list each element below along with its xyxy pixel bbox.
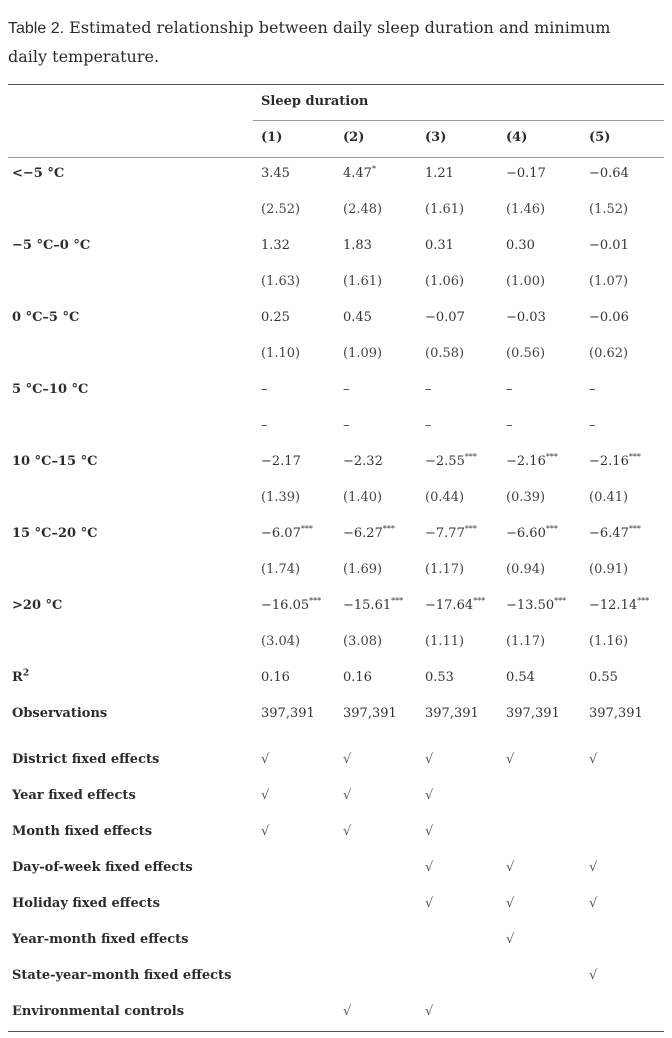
standard-error-cell: (1.74) — [261, 562, 301, 577]
check-mark-icon: √ — [589, 968, 598, 983]
coefficient-cell — [261, 525, 313, 543]
coefficient-cell — [506, 237, 535, 255]
statistic-label-text: R — [12, 670, 23, 685]
coefficient-cell — [506, 525, 558, 543]
coefficient-cell — [506, 165, 546, 183]
check-mark-icon: √ — [425, 824, 434, 839]
column-header: (1) — [261, 130, 283, 145]
standard-error-cell: (1.10) — [261, 346, 301, 361]
statistic-cell: 0.53 — [425, 670, 454, 685]
coefficient-value: −6.47 — [589, 526, 629, 541]
standard-error-cell: (1.61) — [425, 202, 465, 217]
standard-error-cell: (1.07) — [589, 274, 629, 289]
coefficient-value: −0.01 — [589, 238, 629, 253]
coefficient-value: – — [425, 382, 432, 397]
standard-error-cell: (0.44) — [425, 490, 465, 505]
column-header: (4) — [506, 130, 528, 145]
header-group-label: Sleep duration — [261, 94, 369, 109]
row-label-control: Environmental controls — [12, 1004, 185, 1019]
coefficient-cell — [343, 597, 403, 615]
coefficient-cell — [261, 597, 321, 615]
table-top-rule — [8, 84, 664, 85]
coefficient-value: −0.17 — [506, 166, 546, 181]
standard-error-cell: (1.16) — [589, 634, 629, 649]
check-mark-icon: √ — [261, 752, 270, 767]
check-mark-icon: √ — [261, 788, 270, 803]
coefficient-value: – — [343, 382, 350, 397]
statistic-cell: 0.16 — [261, 670, 290, 685]
significance-stars: *** — [464, 452, 477, 462]
coefficient-value: 1.83 — [343, 238, 372, 253]
column-header: (2) — [343, 130, 365, 145]
statistic-cell: 0.54 — [506, 670, 535, 685]
coefficient-value: −0.06 — [589, 310, 629, 325]
standard-error-cell: (0.39) — [506, 490, 546, 505]
statistic-cell: 397,391 — [589, 706, 643, 721]
row-label-control: Year-month fixed effects — [12, 932, 189, 947]
standard-error-cell: – — [261, 418, 268, 433]
table-label: Table 2. — [8, 20, 65, 37]
coefficient-cell — [425, 309, 465, 327]
coefficient-cell — [506, 597, 566, 615]
coefficient-value: −2.17 — [261, 454, 301, 469]
coefficient-value: −13.50 — [506, 598, 555, 613]
coefficient-value: −6.60 — [506, 526, 546, 541]
significance-stars: *** — [391, 596, 404, 606]
coefficient-value: −2.55 — [425, 454, 465, 469]
coefficient-cell — [343, 453, 383, 471]
coefficient-cell — [506, 309, 546, 327]
coefficient-cell — [343, 237, 372, 255]
row-label-temperature-bin: −5 °C–0 °C — [12, 238, 91, 253]
row-label-statistic — [12, 705, 107, 723]
column-header: (3) — [425, 130, 447, 145]
standard-error-cell: (1.46) — [506, 202, 546, 217]
coefficient-cell — [343, 165, 376, 183]
significance-stars: *** — [382, 524, 395, 534]
coefficient-value: −15.61 — [343, 598, 392, 613]
row-label-temperature-bin: <−5 °C — [12, 166, 65, 181]
column-header: (5) — [589, 130, 611, 145]
significance-stars: *** — [309, 596, 322, 606]
coefficient-cell — [589, 525, 641, 543]
coefficient-cell — [506, 381, 513, 399]
standard-error-cell: (2.52) — [261, 202, 301, 217]
coefficient-value: 1.21 — [425, 166, 454, 181]
check-mark-icon: √ — [589, 752, 598, 767]
check-mark-icon: √ — [506, 860, 515, 875]
coefficient-cell — [261, 165, 290, 183]
coefficient-cell — [589, 165, 629, 183]
row-label-control: District fixed effects — [12, 752, 160, 767]
significance-stars: *** — [464, 524, 477, 534]
check-mark-icon: √ — [425, 752, 434, 767]
table-caption — [8, 14, 628, 71]
coefficient-cell — [261, 453, 301, 471]
coefficient-value: −2.16 — [506, 454, 546, 469]
standard-error-cell: (3.08) — [343, 634, 383, 649]
coefficient-value: 4.47 — [343, 166, 372, 181]
standard-error-cell: (1.06) — [425, 274, 465, 289]
significance-stars: *** — [637, 596, 650, 606]
check-mark-icon: √ — [589, 860, 598, 875]
standard-error-cell: (1.40) — [343, 490, 383, 505]
coefficient-cell — [425, 597, 485, 615]
standard-error-cell: (0.41) — [589, 490, 629, 505]
check-mark-icon: √ — [343, 824, 352, 839]
significance-stars: *** — [545, 524, 558, 534]
coefficient-cell — [425, 165, 454, 183]
coefficient-cell — [425, 381, 432, 399]
coefficient-value: 1.32 — [261, 238, 290, 253]
check-mark-icon: √ — [506, 896, 515, 911]
standard-error-cell: (3.04) — [261, 634, 301, 649]
standard-error-cell: – — [343, 418, 350, 433]
standard-error-cell: (1.63) — [261, 274, 301, 289]
coefficient-value: −0.64 — [589, 166, 629, 181]
row-label-temperature-bin: 0 °C–5 °C — [12, 310, 80, 325]
statistic-cell: 397,391 — [343, 706, 397, 721]
row-label-control: Holiday fixed effects — [12, 896, 160, 911]
standard-error-cell: – — [506, 418, 513, 433]
row-label-control: Day-of-week fixed effects — [12, 860, 193, 875]
row-label-temperature-bin: 10 °C–15 °C — [12, 454, 98, 469]
coefficient-value: – — [506, 382, 513, 397]
coefficient-value: 0.25 — [261, 310, 290, 325]
check-mark-icon: √ — [343, 752, 352, 767]
coefficient-cell — [506, 453, 558, 471]
significance-stars: *** — [300, 524, 313, 534]
row-label-statistic — [12, 669, 29, 687]
row-label-control: Year fixed effects — [12, 788, 136, 803]
coefficient-cell — [261, 381, 268, 399]
standard-error-cell: (0.58) — [425, 346, 465, 361]
coefficient-value: −7.77 — [425, 526, 465, 541]
coefficient-value: −17.64 — [425, 598, 474, 613]
check-mark-icon: √ — [506, 932, 515, 947]
coefficient-value: −0.07 — [425, 310, 465, 325]
row-label-temperature-bin: 5 °C–10 °C — [12, 382, 89, 397]
coefficient-cell — [589, 597, 649, 615]
coefficient-cell — [343, 525, 395, 543]
coefficient-value: −16.05 — [261, 598, 310, 613]
table-title: Estimated relationship between daily sleep duration and minimum daily temperature. — [8, 18, 611, 66]
coefficient-cell — [425, 453, 477, 471]
standard-error-cell: (1.00) — [506, 274, 546, 289]
coefficient-cell — [589, 453, 641, 471]
significance-stars: *** — [554, 596, 567, 606]
table-bottom-rule — [8, 1031, 664, 1032]
coefficient-value: −2.32 — [343, 454, 383, 469]
coefficient-value: −6.27 — [343, 526, 383, 541]
check-mark-icon: √ — [425, 860, 434, 875]
statistic-cell: 397,391 — [261, 706, 315, 721]
row-label-control: State-year-month fixed effects — [12, 968, 232, 983]
standard-error-cell: (1.09) — [343, 346, 383, 361]
coefficient-value: – — [589, 382, 596, 397]
coefficient-cell — [261, 237, 290, 255]
check-mark-icon: √ — [261, 824, 270, 839]
coefficient-cell — [343, 309, 372, 327]
check-mark-icon: √ — [425, 788, 434, 803]
standard-error-cell: (2.48) — [343, 202, 383, 217]
standard-error-cell: (0.62) — [589, 346, 629, 361]
standard-error-cell: (1.61) — [343, 274, 383, 289]
significance-stars: *** — [473, 596, 486, 606]
standard-error-cell: (1.11) — [425, 634, 465, 649]
standard-error-cell: (0.94) — [506, 562, 546, 577]
standard-error-cell: – — [589, 418, 596, 433]
standard-error-cell: (0.91) — [589, 562, 629, 577]
coefficient-value: 3.45 — [261, 166, 290, 181]
standard-error-cell: (1.17) — [506, 634, 546, 649]
significance-stars: *** — [545, 452, 558, 462]
standard-error-cell: – — [425, 418, 432, 433]
coefficient-value: −6.07 — [261, 526, 301, 541]
check-mark-icon: √ — [425, 1004, 434, 1019]
check-mark-icon: √ — [425, 896, 434, 911]
check-mark-icon: √ — [343, 1004, 352, 1019]
coefficient-value: −2.16 — [589, 454, 629, 469]
statistic-cell: 397,391 — [425, 706, 479, 721]
check-mark-icon: √ — [506, 752, 515, 767]
coefficient-cell — [589, 309, 629, 327]
standard-error-cell: (1.52) — [589, 202, 629, 217]
coefficient-value: – — [261, 382, 268, 397]
standard-error-cell: (0.56) — [506, 346, 546, 361]
header-subrule — [253, 120, 664, 121]
standard-error-cell: (1.17) — [425, 562, 465, 577]
significance-stars: *** — [628, 452, 641, 462]
coefficient-cell — [425, 525, 477, 543]
coefficient-value: 0.45 — [343, 310, 372, 325]
statistic-label-superscript: 2 — [22, 668, 30, 679]
check-mark-icon: √ — [343, 788, 352, 803]
coefficient-value: 0.31 — [425, 238, 454, 253]
significance-stars: *** — [628, 524, 641, 534]
check-mark-icon: √ — [589, 896, 598, 911]
coefficient-cell — [343, 381, 350, 399]
statistic-cell: 0.16 — [343, 670, 372, 685]
coefficient-value: −0.03 — [506, 310, 546, 325]
standard-error-cell: (1.39) — [261, 490, 301, 505]
coefficient-value: −12.14 — [589, 598, 638, 613]
coefficient-cell — [589, 381, 596, 399]
row-label-temperature-bin: >20 °C — [12, 598, 63, 613]
statistic-cell: 397,391 — [506, 706, 560, 721]
coefficient-cell — [261, 309, 290, 327]
header-bottom-rule — [8, 157, 664, 158]
coefficient-cell — [425, 237, 454, 255]
significance-stars: * — [371, 164, 376, 174]
coefficient-value: 0.30 — [506, 238, 535, 253]
standard-error-cell: (1.69) — [343, 562, 383, 577]
row-label-control: Month fixed effects — [12, 824, 153, 839]
statistic-label-text: Observations — [12, 706, 108, 721]
statistic-cell: 0.55 — [589, 670, 618, 685]
coefficient-cell — [589, 237, 629, 255]
row-label-temperature-bin: 15 °C–20 °C — [12, 526, 98, 541]
